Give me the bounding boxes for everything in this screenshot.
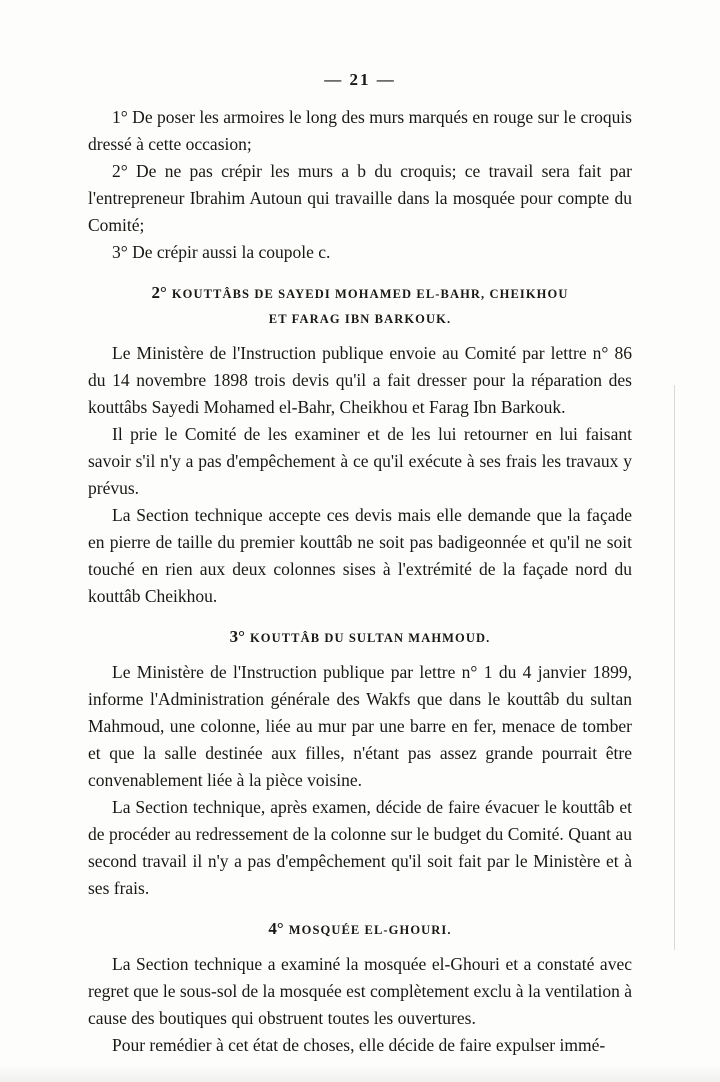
numbered-item: 3° De crépir aussi la coupole c. bbox=[112, 242, 331, 262]
heading-text: MOSQUÉE EL-GHOURI. bbox=[288, 923, 452, 937]
section-heading-sultan-mahmoud bbox=[88, 626, 632, 649]
page-bottom-shade bbox=[0, 1064, 720, 1082]
numbered-item: 2° De ne pas crépir les murs a b du croquis; ce travail sera fait par l'entrepreneur Ibrahim Autoun qui travaille dans la mosquée pour compte du Comité; bbox=[88, 161, 632, 235]
paragraph: La Section technique accepte ces devis mais elle demande que la façade en pierre de taille du premier kouttâb ne soit pas badigeonnée et qu'il ne soit touché en rien aux deux colonnes sises à l'extrémité de la façade nord du kouttâb Cheikhou. bbox=[88, 505, 632, 606]
paragraph: Le Ministère de l'Instruction publique envoie au Comité par lettre n° 86 du 14 novembre 1898 trois devis qu'il a fait dresser pour la réparation des kouttâbs Sayedi Mohamed el-Bahr, Cheikhou et Farag Ibn Barkouk. bbox=[88, 343, 632, 417]
numbered-item: 1° De poser les armoires le long des murs marqués en rouge sur le croquis dressé à cette occasion; bbox=[88, 107, 632, 154]
heading-line bbox=[88, 282, 632, 305]
paragraph: Il prie le Comité de les examiner et de les lui retourner en lui faisant savoir s'il n'y a pas d'empêchement à ce qu'il exécute à ses frais les travaux y prévus. bbox=[88, 424, 632, 498]
paragraph: Pour remédier à cet état de choses, elle décide de faire expulser immé- bbox=[112, 1035, 606, 1055]
section-heading-kouttabs bbox=[88, 282, 632, 330]
paragraph: La Section technique, après examen, décide de faire évacuer le kouttâb et de procéder au redressement de la colonne sur le budget du Comité. Quant au second travail il n'y a pas d'empêchement qu'il soit fait par le Ministère et à ses frais. bbox=[88, 797, 632, 898]
paragraph: Le Ministère de l'Instruction publique par lettre n° 1 du 4 janvier 1899, informe l'Administration générale des Wakfs que dans le kouttâb du sultan Mahmoud, une colonne, liée au mur par une barre en fer, menace de tomber et que la salle destinée aux filles, n'étant pas assez grande pourrait être convenablement liée à la pièce voisine. bbox=[88, 662, 632, 790]
heading-number: 4° bbox=[268, 919, 284, 938]
heading-line bbox=[88, 308, 632, 330]
heading-text: KOUTTÂBS DE SAYEDI MOHAMED EL-BAHR, CHEIKHOU bbox=[171, 287, 569, 301]
heading-number: 2° bbox=[151, 283, 167, 302]
heading-text: KOUTTÂB DU SULTAN MAHMOUD. bbox=[249, 631, 491, 645]
heading-text: ET FARAG IBN BARKOUK. bbox=[268, 312, 452, 326]
scan-artifact-line bbox=[674, 385, 675, 950]
section-heading-el-ghouri bbox=[88, 918, 632, 941]
heading-number: 3° bbox=[229, 627, 245, 646]
paragraph: La Section technique a examiné la mosquée el-Ghouri et a constaté avec regret que le sous-sol de la mosquée est complètement exclu à la ventilation à cause des boutiques qui obstruent toutes les ouvertures. bbox=[88, 954, 632, 1028]
page-number: — 21 — bbox=[324, 70, 396, 89]
